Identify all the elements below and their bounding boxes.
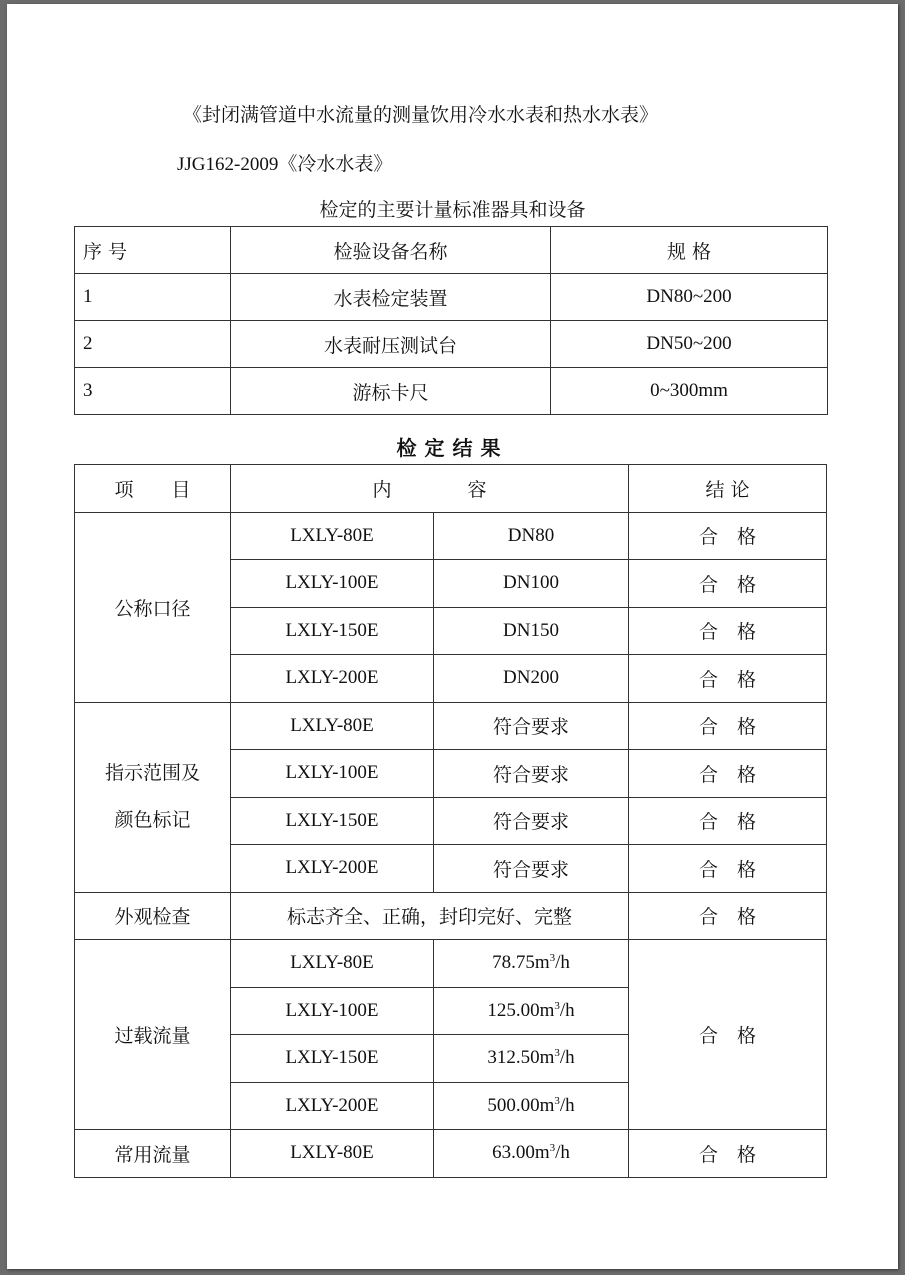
- item-cell: [75, 702, 231, 892]
- item-cell: 过载流量: [75, 940, 231, 1130]
- model-cell: LXLY-80E: [231, 702, 434, 750]
- flow-unit-exp: 3: [554, 1094, 560, 1107]
- value-cell: DN100: [434, 560, 629, 608]
- header-cell: 检验设备名称: [231, 227, 551, 274]
- header-cell: 内 容: [231, 465, 629, 513]
- flow-unit-exp: 3: [549, 952, 556, 965]
- flow-unit-tail: /h: [555, 952, 570, 974]
- result-cell: 合 格: [629, 655, 827, 703]
- model-cell: LXLY-150E: [231, 1035, 434, 1083]
- flow-unit-tail: /h: [559, 1047, 575, 1069]
- table-cell: 0~300mm: [551, 368, 828, 415]
- model-cell: LXLY-80E: [231, 512, 434, 560]
- table-row: [75, 512, 827, 560]
- flow-unit-exp: 3: [554, 999, 560, 1012]
- table-header-row: [75, 465, 827, 513]
- flow-value: 63.00m: [492, 1142, 550, 1164]
- flow-cell: [434, 940, 629, 988]
- table-row: [75, 892, 827, 940]
- flow-unit-tail: /h: [555, 1142, 570, 1164]
- result-cell: 合 格: [629, 560, 827, 608]
- header-cell: 序 号: [75, 227, 231, 274]
- document-page: [7, 4, 898, 1269]
- value-cell: 符合要求: [434, 750, 629, 798]
- header-cell: 规 格: [551, 227, 828, 274]
- results-table: [74, 464, 827, 1178]
- value-cell: DN150: [434, 607, 629, 655]
- content-cell: 标志齐全、正确，封印完好、完整: [231, 892, 629, 940]
- item-cell: 常用流量: [75, 1130, 231, 1178]
- value-cell: 符合要求: [434, 845, 629, 893]
- flow-unit-exp: 3: [554, 1047, 560, 1060]
- result-cell: 合 格: [629, 1130, 827, 1178]
- item-cell: 公称口径: [75, 512, 231, 702]
- model-cell: LXLY-100E: [231, 750, 434, 798]
- header-cell: 项 目: [75, 465, 231, 513]
- equipment-table: [74, 226, 828, 415]
- flow-cell: [434, 987, 629, 1035]
- document-standard: JJG162-2009《冷水水表》: [177, 154, 393, 175]
- flow-cell: [434, 1082, 629, 1130]
- model-cell: LXLY-80E: [231, 940, 434, 988]
- result-cell: 合 格: [629, 940, 827, 1130]
- value-cell: DN80: [434, 512, 629, 560]
- model-cell: LXLY-150E: [231, 607, 434, 655]
- value-cell: 符合要求: [434, 702, 629, 750]
- table-cell: 3: [75, 368, 231, 415]
- flow-unit-tail: /h: [559, 1094, 575, 1116]
- table-header-row: [75, 227, 828, 274]
- value-cell: 符合要求: [434, 797, 629, 845]
- table-row: [75, 940, 827, 988]
- result-cell: 合 格: [629, 702, 827, 750]
- table-cell: DN50~200: [551, 321, 828, 368]
- model-cell: LXLY-200E: [231, 845, 434, 893]
- flow-value: 125.00m: [487, 999, 555, 1021]
- table-cell: 水表耐压测试台: [231, 321, 551, 368]
- result-cell: 合 格: [629, 797, 827, 845]
- item-label-line1: 指示范围及: [104, 762, 200, 784]
- result-cell: 合 格: [629, 750, 827, 798]
- flow-unit-exp: 3: [549, 1142, 556, 1155]
- item-label-line2: 颜色标记: [114, 809, 191, 831]
- flow-value: 500.00m: [487, 1094, 555, 1116]
- result-cell: 合 格: [629, 607, 827, 655]
- flow-value: 78.75m: [492, 952, 550, 974]
- model-cell: LXLY-100E: [231, 560, 434, 608]
- result-cell: 合 格: [629, 892, 827, 940]
- item-cell: 外观检查: [75, 892, 231, 940]
- value-cell: DN200: [434, 655, 629, 703]
- flow-cell: [434, 1035, 629, 1083]
- document-title: 《封闭满管道中水流量的测量饮用冷水水表和热水水表》: [183, 104, 659, 126]
- table-cell: DN80~200: [551, 274, 828, 321]
- table-cell: 游标卡尺: [231, 368, 551, 415]
- table-row: [75, 274, 828, 321]
- result-cell: 合 格: [629, 512, 827, 560]
- table-row: [75, 702, 827, 750]
- flow-value: 312.50m: [487, 1047, 555, 1069]
- result-cell: 合 格: [629, 845, 827, 893]
- table-row: [75, 1130, 827, 1178]
- model-cell: LXLY-80E: [231, 1130, 434, 1178]
- table-cell: 1: [75, 274, 231, 321]
- model-cell: LXLY-200E: [231, 655, 434, 703]
- table-cell: 水表检定装置: [231, 274, 551, 321]
- table-row: [75, 368, 828, 415]
- model-cell: LXLY-100E: [231, 987, 434, 1035]
- flow-unit-tail: /h: [559, 999, 575, 1021]
- flow-cell: [434, 1130, 629, 1178]
- model-cell: LXLY-200E: [231, 1082, 434, 1130]
- header-cell: 结 论: [629, 465, 827, 513]
- equipment-heading: 检定的主要计量标准器具和设备: [319, 199, 586, 221]
- table-row: [75, 321, 828, 368]
- results-heading: 检定结果: [396, 436, 509, 460]
- table-cell: 2: [75, 321, 231, 368]
- model-cell: LXLY-150E: [231, 797, 434, 845]
